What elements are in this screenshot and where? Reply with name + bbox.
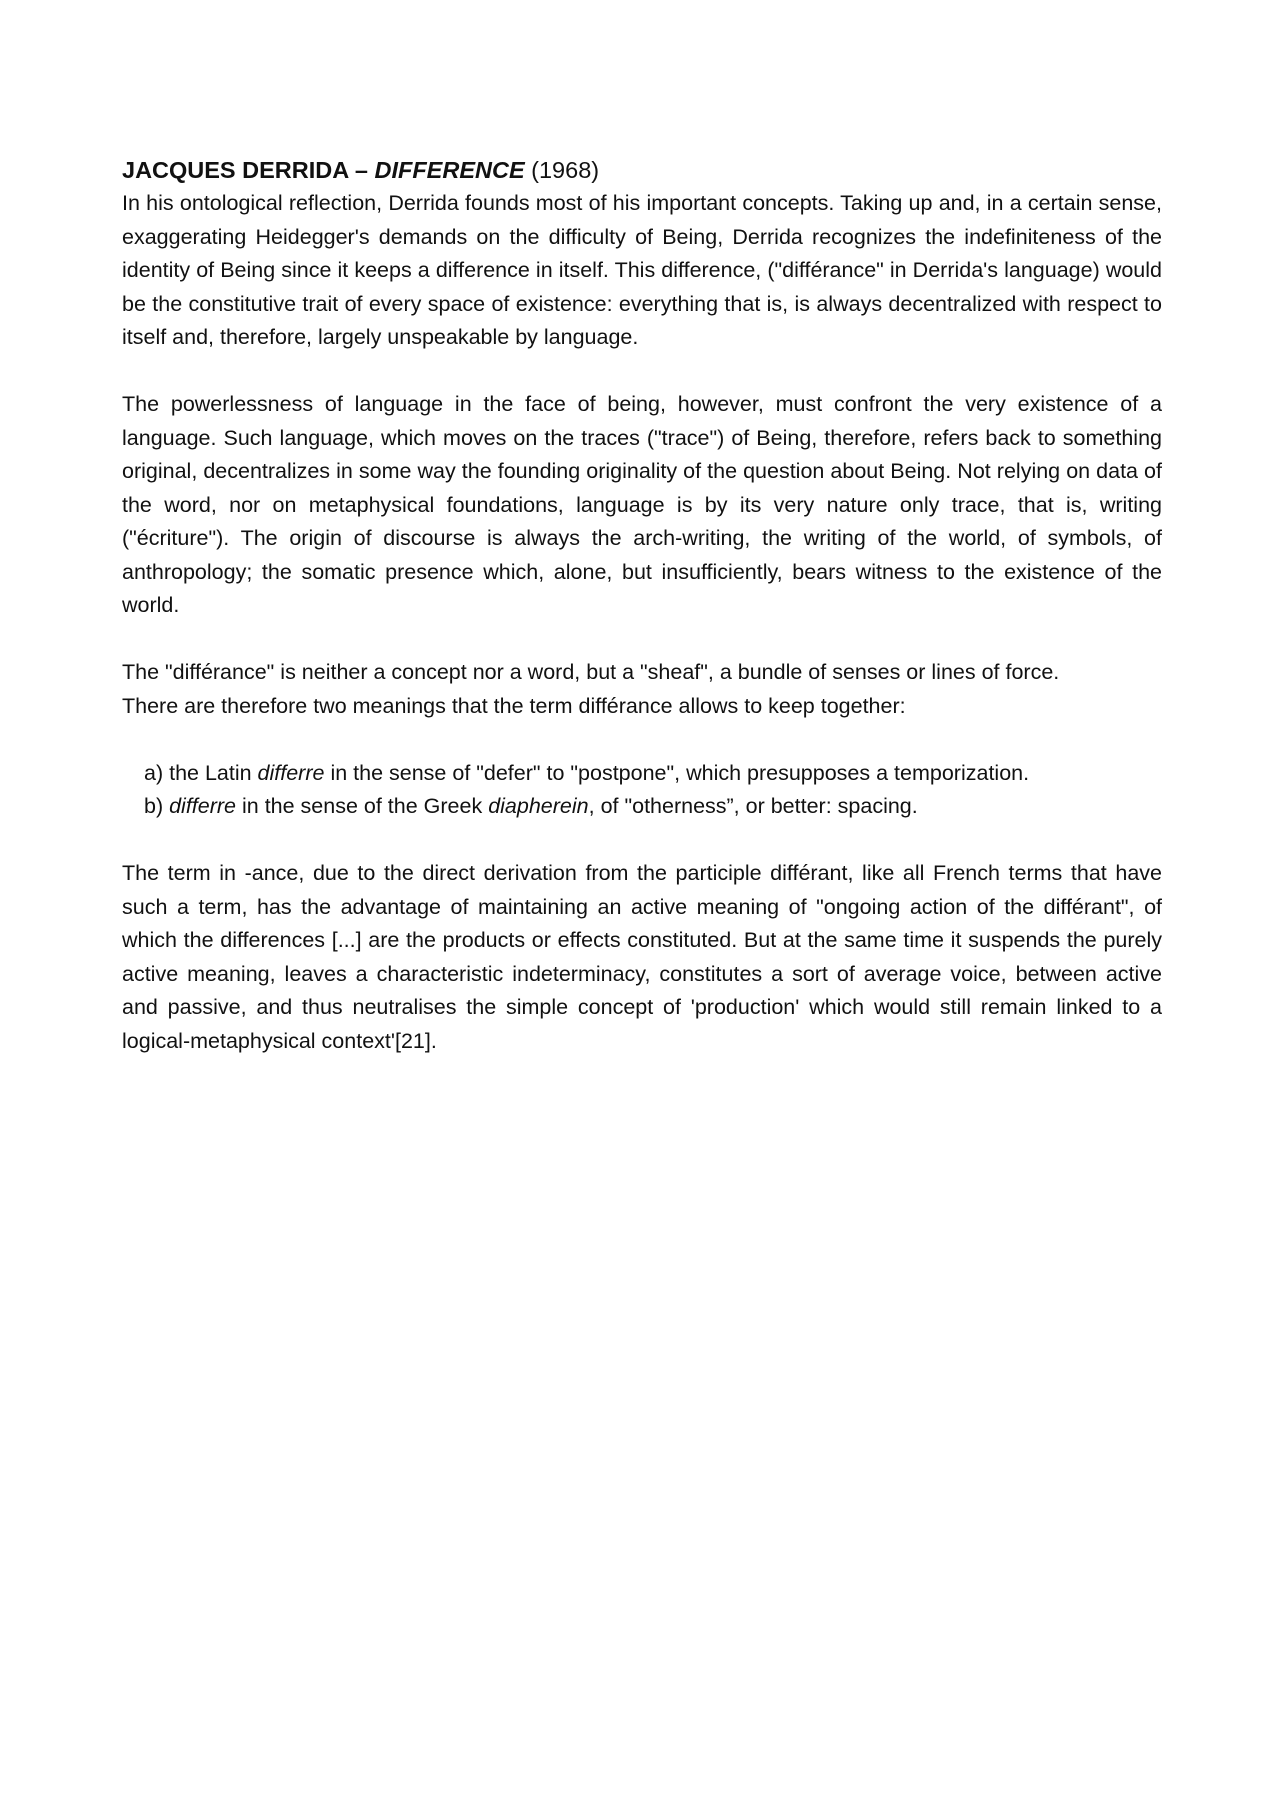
paragraph-2: The powerlessness of language in the face of being, however, must confront the very existence of a language. Such language, which moves on the traces ("trace") of Being, therefore, refers back to something original, decentralizes in some way the founding originality of the question about Being. Not relying on data of the word, nor on metaphysical foundations, language is by its very nature only trace, that is, writing ("écriture"). The origin of discourse is always the arch-writing, the writing of the world, of symbols, of anthropology; the somatic presence which, alone, but insufficiently, bears witness to the existence of the world. (122, 392, 1162, 617)
paragraph-1: In his ontological reflection, Derrida founds most of his important concepts. Taking up and, in a certain sense, exaggerating Heidegger's demands on the difficulty of Being, Derrida recognizes the indefiniteness of the identity of Being since it keeps a difference in itself. This difference, ("différance" in Derrida's language) would be the constitutive trait of every space of existence: everything that is, is always decentralized with respect to itself and, therefore, largely unspeakable by language. (122, 191, 1162, 349)
paragraph-3-line-2: There are therefore two meanings that the term différance allows to keep together: (122, 693, 906, 718)
list-item-b-rest: , of "otherness”, or better: spacing. (588, 794, 918, 818)
title-work: DIFFERENCE (374, 157, 525, 183)
list-item-b (144, 790, 1162, 824)
title-author: JACQUES DERRIDA – (122, 157, 368, 183)
list-item-a-rest: in the sense of "defer" to "postpone", which presupposes a temporization. (324, 760, 1030, 785)
list-item-a-term: differre (257, 760, 325, 785)
list-item-a (144, 757, 1162, 791)
title-year: (1968) (531, 157, 600, 183)
list-item-b-term2: diapherein (488, 794, 589, 818)
list-item-b-middle: in the sense of the Greek (236, 794, 489, 818)
list-item-b-term: differre (169, 794, 237, 818)
paragraph-4: The term in -ance, due to the direct derivation from the participle différant, like all French terms that have such a term, has the advantage of maintaining an active meaning of "ongoing action of the différant", of which the differences [...] are the products or effects constituted. But at the same time it suspends the purely active meaning, leaves a characteristic indeterminacy, constitutes a sort of average voice, between active and passive, and thus neutralises the simple concept of 'production' which would still remain linked to a logical-metaphysical context'[21]. (122, 861, 1162, 1053)
document-page (122, 154, 1162, 1092)
list-item-a-prefix: a) the Latin (144, 760, 258, 785)
paragraph-3-line-1: The "différance" is neither a concept nor a word, but a "sheaf", a bundle of senses or lines of force. (122, 660, 1060, 684)
meanings-list (122, 757, 1162, 824)
list-item-b-prefix: b) (144, 794, 170, 818)
document-title (122, 154, 1162, 187)
paragraph-3 (122, 656, 1162, 723)
